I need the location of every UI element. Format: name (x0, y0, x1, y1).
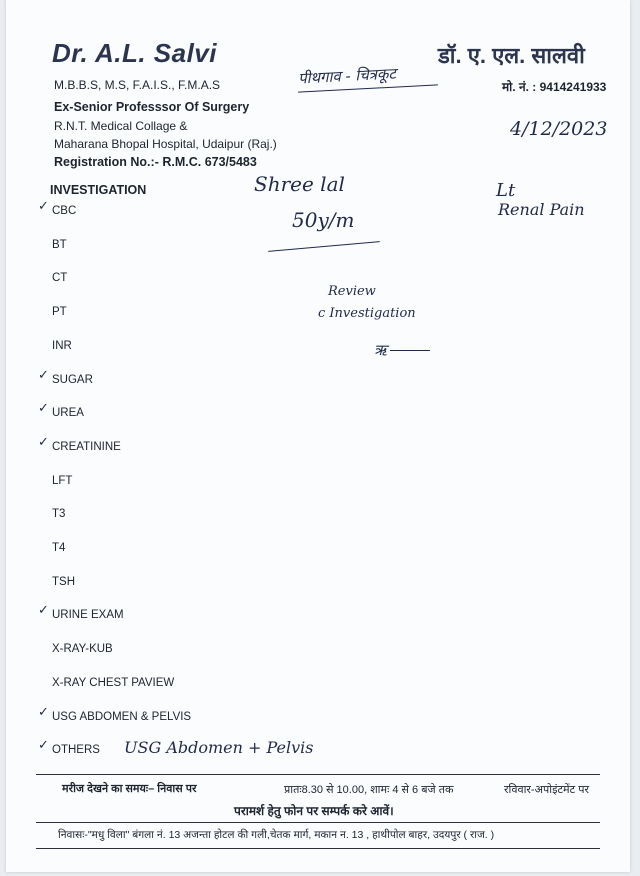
investigation-item (52, 744, 100, 756)
investigation-item-label: T3 (52, 508, 66, 520)
investigation-item-label: INR (52, 340, 72, 352)
investigation-item (52, 643, 113, 655)
consult-note: परामर्श हेतु फोन पर सम्पर्क करे आवें। (234, 804, 394, 818)
prescription-sheet (6, 0, 630, 872)
handwritten-place: पीथगाव - चित्रकूट (297, 64, 397, 88)
investigation-item (52, 306, 67, 318)
footer-rule-bottom (36, 848, 600, 849)
investigation-item-label: OTHERS (52, 744, 100, 756)
investigation-item (52, 475, 72, 487)
investigation-item-label: CBC (52, 205, 77, 217)
timing-label: मरीज देखने का समयः– निवास पर (62, 783, 197, 795)
investigation-item (52, 407, 84, 419)
handwritten-underline-2 (268, 241, 380, 252)
footer-rule-mid (36, 822, 600, 823)
investigation-item (52, 441, 121, 453)
handwritten-date: 4/12/2023 (510, 118, 608, 140)
investigation-item-label: SUGAR (52, 374, 93, 386)
investigation-item-label: LFT (52, 475, 73, 487)
registration-number: Registration No.:- R.M.C. 673/5483 (54, 155, 257, 169)
handwritten-age-sex: 50y/m (292, 208, 355, 232)
investigation-item-label: X-RAY-KUB (52, 643, 113, 655)
handwritten-tick-icon: ✓ (38, 199, 49, 214)
investigation-item (52, 374, 93, 386)
handwritten-diagnosis: Renal Pain (498, 200, 585, 219)
investigation-item-label: T4 (52, 542, 66, 554)
doctor-name-hindi: डॉ. ए. एल. सालवी (438, 43, 585, 68)
handwritten-tick-icon: ✓ (38, 368, 49, 383)
investigation-item-label: URINE EXAM (52, 609, 124, 621)
investigation-item-label: CT (52, 272, 68, 284)
sunday-appointment: रविवार-अपोइंटमेंट पर (504, 784, 589, 796)
investigation-item (52, 340, 72, 352)
investigation-item (52, 677, 174, 689)
handwritten-review-investigation: c Investigation (318, 306, 416, 321)
handwritten-tick-icon: ✓ (38, 705, 49, 720)
handwritten-tick-icon: ✓ (38, 435, 49, 450)
handwritten-patient-name: Shree lal (254, 172, 345, 196)
investigation-item (52, 239, 67, 251)
investigation-item (52, 508, 65, 520)
college-line: R.N.T. Medical Collage & (54, 119, 188, 133)
doctor-degrees: M.B.B.S, M.S, F.A.I.S., F.M.A.S (54, 78, 221, 92)
footer-rule-top (36, 774, 600, 775)
handwritten-review: Review (328, 284, 376, 299)
investigation-item (52, 711, 191, 723)
investigation-item (52, 542, 65, 554)
investigation-heading: INVESTIGATION (50, 183, 147, 197)
investigation-item (52, 272, 67, 284)
investigation-item-label: TSH (52, 576, 75, 588)
handwritten-diagnosis-side: Lt (496, 180, 516, 201)
handwritten-tick-icon: ✓ (38, 401, 49, 416)
investigation-item (52, 576, 75, 588)
investigation-item (52, 205, 76, 217)
investigation-item (52, 609, 124, 621)
handwritten-others-note: USG Abdomen + Pelvis (124, 738, 314, 757)
hospital-line: Maharana Bhopal Hospital, Udaipur (Raj.) (54, 137, 277, 151)
investigation-item-label: BT (52, 239, 67, 251)
designation: Ex-Senior Professsor Of Surgery (54, 100, 250, 114)
investigation-item-label: X-RAY CHEST PAVIEW (52, 677, 175, 689)
investigation-item-label: UREA (52, 407, 84, 419)
doctor-phone: मो. नं. : 9414241933 (502, 80, 607, 94)
investigation-item-label: CREATININE (52, 441, 121, 453)
handwritten-signature-stroke (390, 350, 430, 351)
investigation-item-label: USG ABDOMEN & PELVIS (52, 711, 192, 723)
handwritten-initials: ऋ (374, 341, 387, 359)
handwritten-tick-icon: ✓ (38, 738, 49, 753)
investigation-item-label: PT (52, 306, 67, 318)
timing-hours: प्रातः8.30 से 10.00, शामः 4 से 6 बजे तक (284, 784, 454, 796)
clinic-address: निवासः-"मधु विला" बंगला नं. 13 अजन्ता होटल की गली,चेतक मार्ग, मकान न. 13 , हाथीपोल बाहर, उदयपुर ( राज. ) (58, 829, 495, 841)
handwritten-tick-icon: ✓ (38, 603, 49, 618)
doctor-name: Dr. A.L. Salvi (52, 38, 217, 68)
